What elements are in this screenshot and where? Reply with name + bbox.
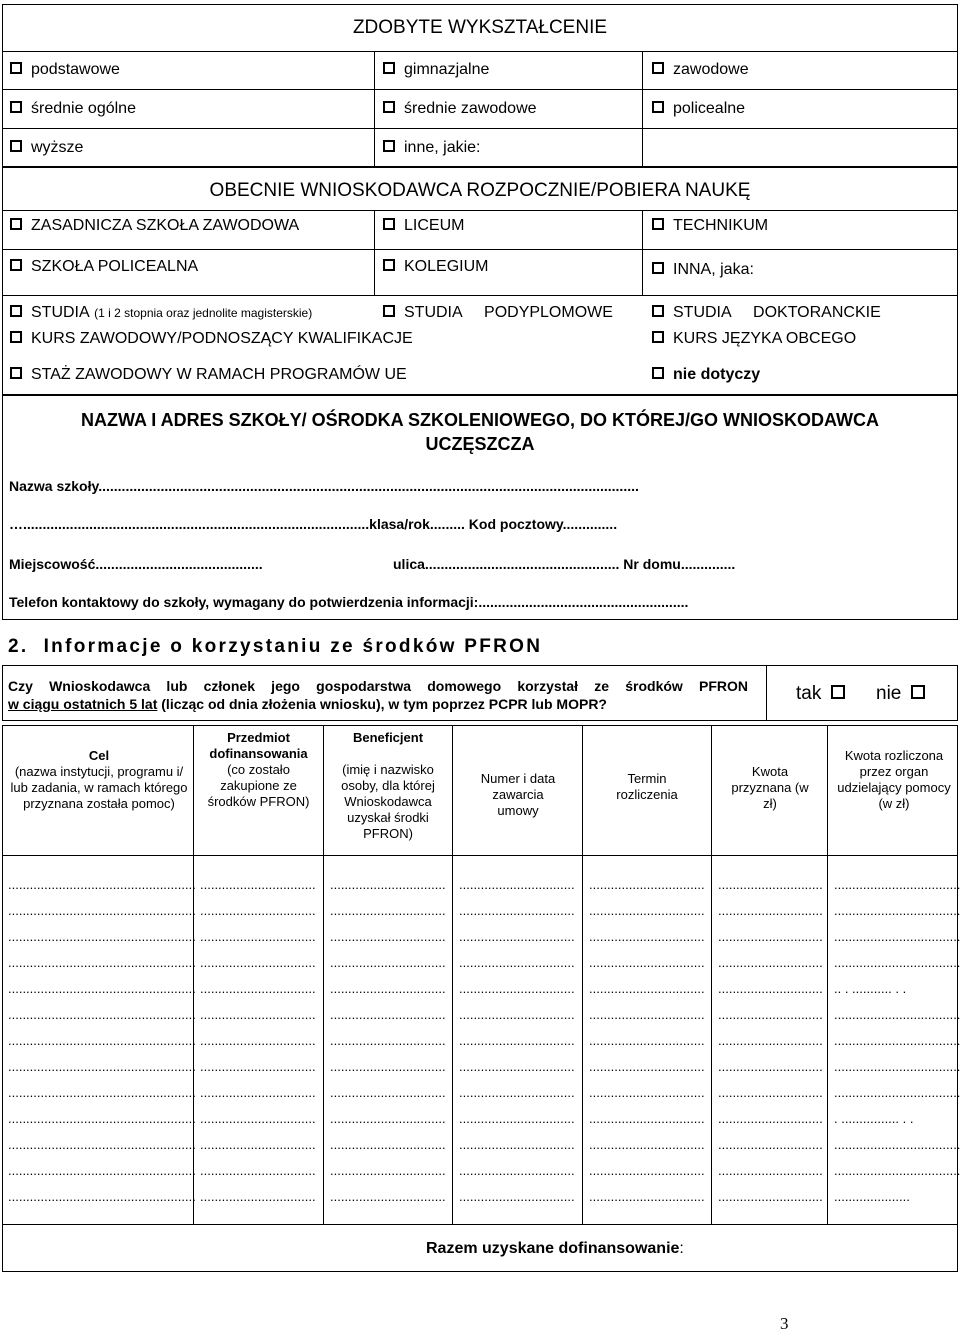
checkbox-policealne[interactable]: policealne <box>652 100 745 118</box>
checkbox-studia[interactable]: STUDIA (1 i 2 stopnia oraz jednolite magisterskie) <box>10 304 312 322</box>
street-house-field[interactable]: ulica.................................................. Nr domu.............. <box>393 556 736 572</box>
pfron-heading: 2. Informacje o korzystaniu ze środków PFRON <box>8 636 543 657</box>
dotted-lines-col1[interactable]: .................................................... .................................................... .................................................... .................................................... .................................................... .................................................... .................................................... .................................................... .................................................... .................................................... .................................................... .................................................... .................................................... <box>8 877 196 1204</box>
checkbox-icon[interactable] <box>652 101 664 113</box>
checkbox-icon[interactable] <box>652 62 664 74</box>
checkbox-icon[interactable] <box>383 101 395 113</box>
dotted-lines-col3[interactable]: ................................ ................................ ................................ ................................ ................................ ................................ ................................ ................................ ................................ ................................ ................................ ................................ ................................ <box>330 877 446 1204</box>
checkbox-tak[interactable]: tak <box>796 683 854 705</box>
checkbox-inna[interactable]: INNA, jaka: <box>652 261 754 279</box>
divider <box>582 725 583 1224</box>
divider <box>2 89 958 90</box>
checkbox-podyplomowe[interactable]: STUDIA PODYPLOMOWE <box>383 304 613 322</box>
checkbox-icon[interactable] <box>383 140 395 152</box>
divider <box>642 210 643 296</box>
checkbox-policealna[interactable]: SZKOŁA POLICEALNA <box>10 258 198 276</box>
checkbox-liceum[interactable]: LICEUM <box>383 217 464 235</box>
checkbox-icon[interactable] <box>10 331 22 343</box>
checkbox-zawodowe[interactable]: zawodowe <box>652 61 749 79</box>
checkbox-nie-dotyczy[interactable]: nie dotyczy <box>652 366 760 384</box>
divider <box>2 128 958 129</box>
checkbox-srednie-ogolne[interactable]: średnie ogólne <box>10 100 136 118</box>
checkbox-icon[interactable] <box>383 218 395 230</box>
column-header-beneficjent: Beneficjent (imię i nazwisko osoby, dla której Wnioskodawca uzyskał środki PFRON) <box>341 730 435 841</box>
checkbox-icon[interactable] <box>10 62 22 74</box>
pfron-question: Czy Wnioskodawca lub członek jego gospodarstwa domowego korzystał ze środków PFRON w ciągu ostatnich 5 lat (licząc od dnia złożenia wniosku), w tym poprzez PCPR lub MOPR? <box>8 678 748 712</box>
dotted-lines-col4[interactable]: ................................ ................................ ................................ ................................ ................................ ................................ ................................ ................................ ................................ ................................ ................................ ................................ ................................ <box>459 877 575 1204</box>
checkbox-podstawowe[interactable]: podstawowe <box>10 61 120 79</box>
divider <box>374 51 375 167</box>
checkbox-kurs-zawodowy[interactable]: KURS ZAWODOWY/PODNOSZĄCY KWALIFIKACJE <box>10 330 413 348</box>
current-education-title: OBECNIE WNIOSKODAWCA ROZPOCZNIE/POBIERA NAUKĘ <box>209 180 751 201</box>
column-header-kwota-rozliczona: Kwota rozliczona przez organ udzielający pomocy (w zł) <box>837 748 951 811</box>
divider <box>374 210 375 296</box>
education-title: ZDOBYTE WYKSZTAŁCENIE <box>352 17 608 38</box>
checkbox-nie[interactable]: nie <box>876 683 934 705</box>
dotted-lines-col2[interactable]: ................................ ................................ ................................ ................................ ................................ ................................ ................................ ................................ ................................ ................................ ................................ ................................ ................................ <box>200 877 316 1204</box>
column-header-numer: Numer i data zawarcia umowy <box>480 771 556 818</box>
checkbox-kurs-jezyka[interactable]: KURS JĘZYKA OBCEGO <box>652 330 856 348</box>
column-header-kwota-przyznana: Kwota przyznana (w zł) <box>731 764 809 811</box>
checkbox-icon[interactable] <box>10 140 22 152</box>
checkbox-icon[interactable] <box>10 101 22 113</box>
checkbox-staz[interactable]: STAŻ ZAWODOWY W RAMACH PROGRAMÓW UE <box>10 366 407 384</box>
checkbox-icon[interactable] <box>10 259 22 271</box>
checkbox-icon[interactable] <box>652 367 664 379</box>
divider <box>323 725 324 1224</box>
checkbox-icon[interactable] <box>652 331 664 343</box>
column-header-cel: Cel (nazwa instytucji, programu i/ lub zadania, w ramach którego przyznana została pomoc) <box>10 748 188 811</box>
divider <box>766 665 767 721</box>
divider <box>452 725 453 1224</box>
checkbox-icon[interactable] <box>383 62 395 74</box>
checkbox-icon[interactable] <box>831 685 845 699</box>
checkbox-srednie-zawodowe[interactable]: średnie zawodowe <box>383 100 537 118</box>
page-number: 3 <box>780 1314 789 1333</box>
dotted-lines-col6[interactable]: ............................. ............................. ............................. ............................. ............................. ............................. ............................. ............................. ............................. ............................. ............................. ............................. ............................. <box>718 877 823 1204</box>
checkbox-wyzsze[interactable]: wyższe <box>10 139 83 157</box>
checkbox-gimnazjalne[interactable]: gimnazjalne <box>383 61 489 79</box>
divider <box>2 249 958 250</box>
pfron-question-line2: w ciągu ostatnich 5 lat (licząc od dnia złożenia wniosku), w tym poprzez PCPR lub MOPR? <box>8 696 607 712</box>
checkbox-icon[interactable] <box>10 367 22 379</box>
table-body-divider <box>2 1224 958 1225</box>
checkbox-icon[interactable] <box>10 305 22 317</box>
checkbox-icon[interactable] <box>383 305 395 317</box>
school-phone-field[interactable]: Telefon kontaktowy do szkoły, wymagany do potwierdzenia informacji:...................................................... <box>9 594 689 610</box>
column-header-termin: Termin rozliczenia <box>616 771 678 802</box>
city-field[interactable]: Miejscowość........................................... <box>9 556 263 572</box>
class-postal-field[interactable]: ….........................................................................................klasa/rok......... Kod pocztowy.............. <box>9 516 618 532</box>
checkbox-inne[interactable]: inne, jakie: <box>383 139 481 157</box>
dotted-lines-col7[interactable]: ................................... ................................... ................................... ................................... .. . ........... . . ................................... ................................... ................................... ................................... . ................ . . ................................... ................................... ..................... <box>834 877 960 1204</box>
checkbox-icon[interactable] <box>383 259 395 271</box>
divider <box>2 51 958 52</box>
divider <box>2 210 958 211</box>
total-funding-label: Razem uzyskane dofinansowanie: <box>426 1240 684 1257</box>
dotted-lines-col5[interactable]: ................................ ................................ ................................ ................................ ................................ ................................ ................................ ................................ ................................ ................................ ................................ ................................ ................................ <box>589 877 705 1204</box>
checkbox-icon[interactable] <box>10 218 22 230</box>
divider <box>711 725 712 1224</box>
table-header-divider <box>2 855 958 856</box>
checkbox-technikum[interactable]: TECHNIKUM <box>652 217 768 235</box>
checkbox-icon[interactable] <box>652 218 664 230</box>
school-address-title: NAZWA I ADRES SZKOŁY/ OŚRODKA SZKOLENIOWEGO, DO KTÓREJ/GO WNIOSKODAWCA UCZĘSZCZA <box>80 410 879 454</box>
divider <box>642 51 643 167</box>
checkbox-icon[interactable] <box>652 262 664 274</box>
school-name-field[interactable]: Nazwa szkoły........................................................................................................................................... <box>9 478 639 494</box>
checkbox-zasadnicza[interactable]: ZASADNICZA SZKOŁA ZAWODOWA <box>10 217 299 235</box>
checkbox-kolegium[interactable]: KOLEGIUM <box>383 258 488 276</box>
checkbox-icon[interactable] <box>911 685 925 699</box>
checkbox-icon[interactable] <box>652 305 664 317</box>
checkbox-doktoranckie[interactable]: STUDIA DOKTORANCKIE <box>652 304 881 322</box>
column-header-przedmiot: Przedmiot dofinansowania (co zostało zakupione ze środków PFRON) <box>207 730 310 809</box>
divider <box>2 295 958 296</box>
divider <box>827 725 828 1224</box>
